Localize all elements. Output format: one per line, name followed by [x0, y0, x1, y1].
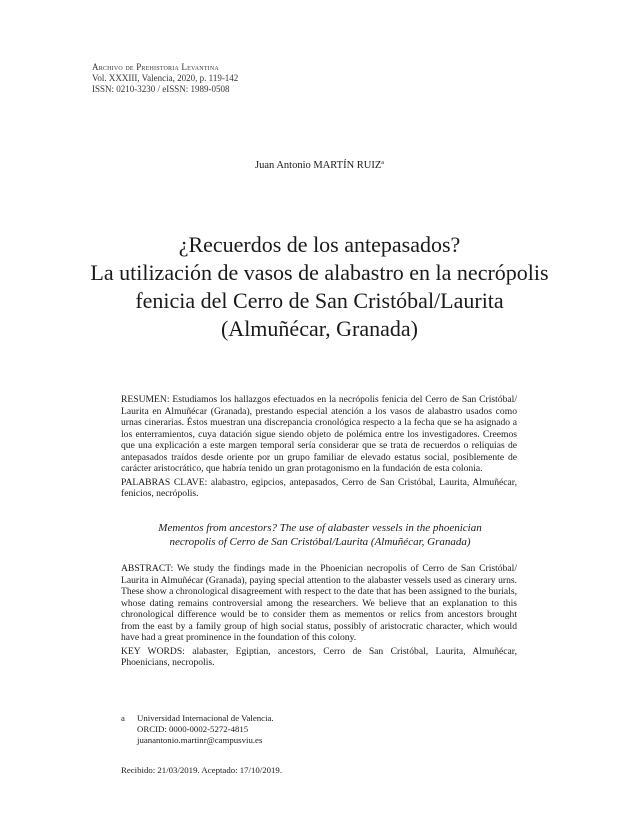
palabras-clave-label: PALABRAS CLAVE:	[121, 476, 208, 488]
paper-title	[40, 231, 599, 343]
author-last-name: MARTÍN RUIZ	[313, 160, 382, 171]
footnote-orcid: ORCID: 0000-0002-5272-4815	[137, 724, 249, 734]
journal-name: Archivo de Prehistoria Levantina	[92, 62, 219, 72]
abstract-label: ABSTRACT:	[121, 563, 174, 574]
spanish-abstract	[121, 394, 517, 500]
english-title	[100, 522, 540, 549]
received-date: Recibido: 21/03/2019.	[121, 765, 200, 775]
journal-volume: Vol. XXXIII, Valencia, 2020, p. 119-142	[92, 73, 239, 83]
author-first-name: Juan Antonio	[255, 160, 311, 171]
keywords-text: alabaster, Egiptian, ancestors, Cerro de San Cristóbal, Laurita, Almuñécar, Phoenicians, necropolis.	[121, 645, 518, 668]
english-abstract	[121, 563, 517, 669]
resumen-paragraph	[121, 394, 517, 475]
footnote-mark: a	[121, 713, 125, 723]
journal-issn: ISSN: 0210-3230 / eISSN: 1989-0508	[92, 84, 230, 94]
title-line: La utilización de vasos de alabastro en la necrópolis	[90, 260, 549, 285]
journal-header	[92, 62, 238, 95]
accepted-date: Aceptado: 17/10/2019.	[201, 765, 283, 775]
palabras-clave-text: alabastro, egipcios, antepasados, Cerro de San Cristóbal, Laurita, Almuñécar, fenicios, necrópolis.	[121, 476, 517, 499]
author-affiliation-mark: a	[381, 160, 384, 166]
resumen-text: Estudiamos los hallazgos efectuados en la necrópolis fenicia del Cerro de San Cristóbal/ Laurita en Almuñécar (Granada), prestando especial atención a los vasos de alabastro usados como urnas cinerarias. Éstos muestran una discrepancia cronológica respecto a la fecha que se ha asignado a los enterramientos, cuya datación sigue siendo objeto de polémica entre los investigadores. Creemos que una explicación a este margen temporal sería considerar que se trata de recuerdos o reliquias de antepasados traídos desde oriente por un grupo familiar de elevado estatus social, posiblemente de carácter aristocrático, que habría tenido un gran protagonismo en la fundación de esta colonia.	[121, 394, 517, 474]
keywords-label: KEY WORDS:	[121, 645, 185, 657]
title-line: ¿Recuerdos de los antepasados?	[178, 232, 461, 257]
footnote-institution: Universidad Internacional de Valencia.	[137, 713, 274, 723]
author-line	[0, 160, 639, 171]
english-title-line: necropolis of Cerro de San Cristóbal/Laurita (Almuñécar, Granada)	[169, 535, 471, 548]
affiliation-footnote	[121, 713, 274, 746]
abstract-text: We study the findings made in the Phoenician necropolis of Cerro de San Cristóbal/ Laurita in Almuñécar (Granada), paying special attention to the alabaster vessels used as cinerary urns. These show a chronological disagreement with respect to the date that has been assigned to the burials, whose dating remains controversial among the researchers. We believe that an explanation to this chronological difference would be to consider them as mementos or relics from ancestors brought from the east by a family group of high social status, possibly of aristocratic character, which would have had a great prominence in the foundation of this colony.	[121, 563, 517, 643]
footnote-email: juanantonio.martinr@campusviu.es	[137, 735, 263, 745]
resumen-label: RESUMEN:	[121, 394, 170, 405]
abstract-paragraph	[121, 563, 517, 644]
title-line: (Almuñécar, Granada)	[220, 316, 418, 341]
palabras-clave-paragraph	[121, 477, 517, 500]
title-line: fenicia del Cerro de San Cristóbal/Laurita	[135, 288, 504, 313]
keywords-paragraph	[121, 646, 517, 669]
english-title-line: Mementos from ancestors? The use of alabaster vessels in the phoenician	[158, 522, 482, 534]
received-accepted-dates	[121, 765, 282, 775]
